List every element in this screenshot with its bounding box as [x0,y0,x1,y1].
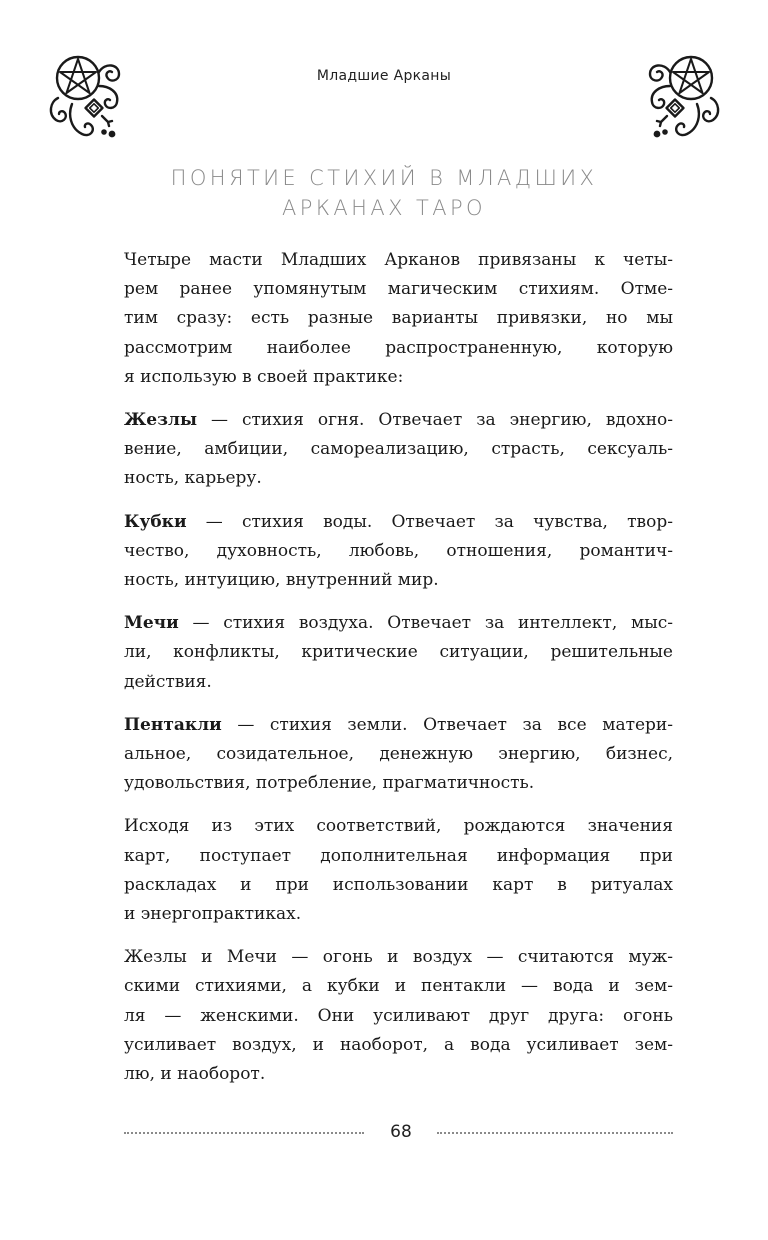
chapter-title-line: ПОНЯТИЕ СТИХИЙ В МЛАДШИХ [170,166,598,190]
paragraph-swords [124,609,673,697]
pentacle-ornament-icon [44,48,124,144]
paragraph-intro [124,246,673,392]
text-line: ность, интуицию, внутренний мир. [124,570,439,591]
text-fragment: — стихия воды. Отвечает за чувства, твор- [186,511,673,532]
term-cups: Кубки [124,511,187,532]
paragraph-wands [124,406,673,494]
text-fragment: — стихия земли. Отвечает за все матери- [221,714,673,735]
text-line: я использую в своей практике: [124,366,404,387]
text-line: раскладах и при использовании карт в ритуалах [124,874,673,895]
text-line: Четыре масти Младших Арканов привязаны к четы- [124,250,673,270]
body-text [124,246,673,1103]
paragraph-pentacles [124,711,673,799]
text-line [124,711,673,740]
running-header: Младшие Арканы [316,68,452,84]
text-line: вение, амбиции, самореализацию, страсть, сексуаль- [124,439,673,460]
pentacle-ornament-icon [645,48,725,144]
text-line: скими стихиями, а кубки и пентакли — вода и зем- [124,976,673,997]
text-line: рем ранее упомянутым магическим стихиям. Отме- [124,279,673,300]
text-line: Исходя из этих соответствий, рождаются значения [124,816,673,837]
term-wands: Жезлы [124,410,197,431]
chapter-title-line: АРКАНАХ ТАРО [282,196,486,220]
text-line [124,609,673,638]
page-number: 68 [390,1122,412,1142]
text-line: действия. [124,671,212,692]
page-footer [124,1122,673,1144]
text-line: чество, духовность, любовь, отношения, романтич- [124,540,673,561]
chapter-title [100,163,668,223]
text-fragment: — стихия огня. Отвечает за энергию, вдохно- [197,410,673,431]
dotted-rule [124,1132,364,1134]
term-pentacles: Пентакли [124,714,222,735]
text-fragment: — стихия воздуха. Отвечает за интеллект, мыс- [178,613,673,634]
dotted-rule [437,1132,673,1134]
text-line: удовольствия, потребление, прагматичность. [124,773,535,794]
text-line: рассмотрим наиболее распространенную, которую [124,337,673,358]
text-line: Жезлы и Мечи — огонь и воздух — считаются муж- [124,947,673,968]
text-line [124,508,673,537]
text-line: карт, поступает дополнительная информация при [124,845,673,866]
text-line: альное, созидательное, денежную энергию, бизнес, [124,744,673,765]
term-swords: Мечи [124,613,179,634]
text-line: ля — женскими. Они усиливают друг друга: огонь [124,1005,673,1026]
text-line: лю, и наоборот. [124,1064,266,1085]
paragraph-correspondences [124,812,673,929]
text-line [124,406,673,435]
text-line: ность, карьеру. [124,468,262,489]
text-line: тим сразу: есть разные варианты привязки, но мы [124,308,673,329]
text-line: и энергопрактиках. [124,904,302,925]
text-line: усиливает воздух, и наоборот, а вода усиливает зем- [124,1034,673,1055]
text-line: ли, конфликты, критические ситуации, решительные [124,642,673,663]
paragraph-elements [124,943,673,1089]
paragraph-cups [124,508,673,596]
